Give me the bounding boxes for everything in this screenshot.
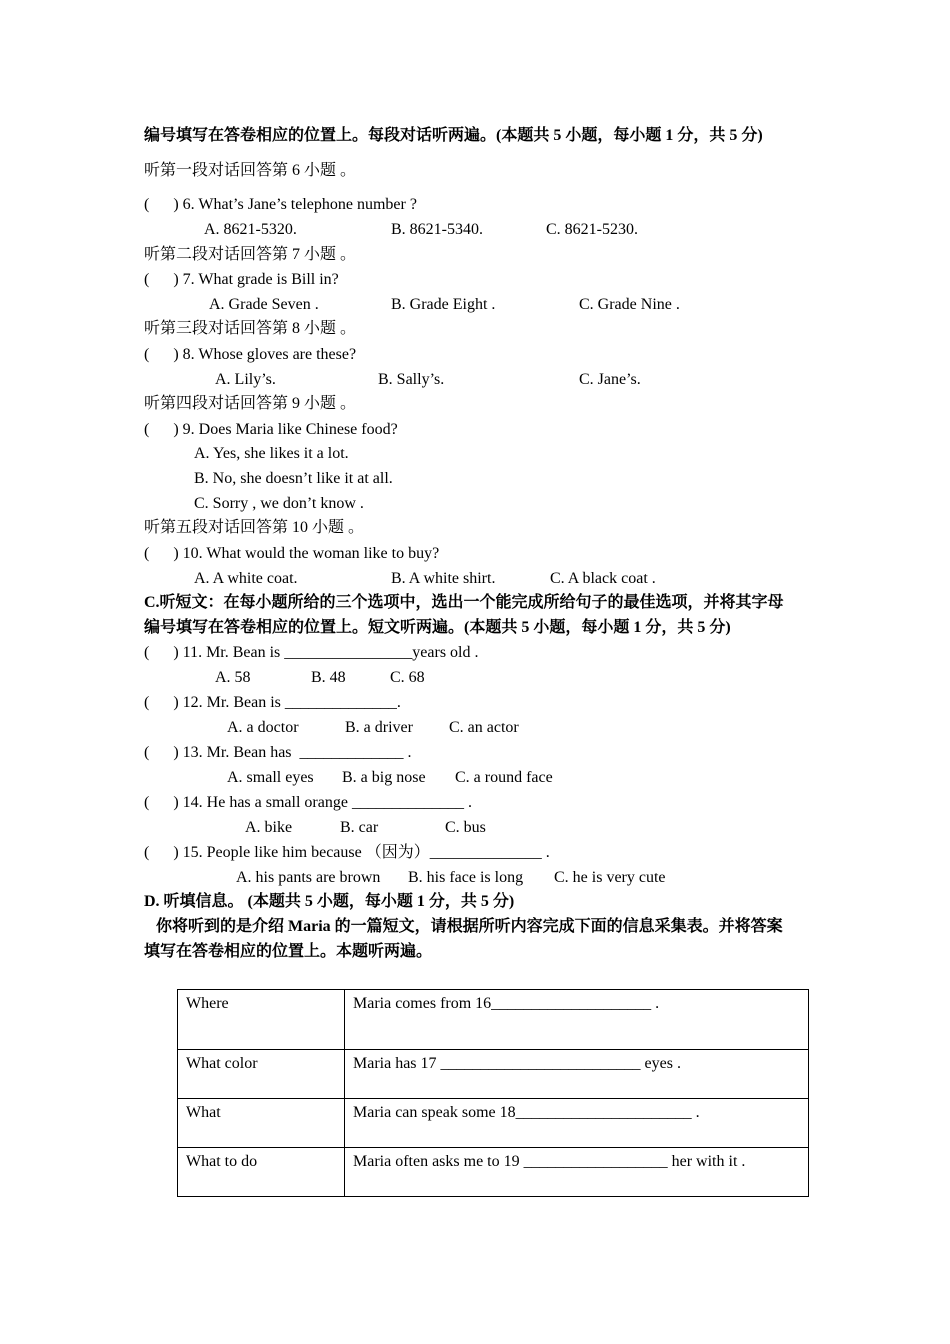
info-table (177, 989, 809, 1197)
question-15: ( ) 15. People like him because （因为）______________ . (144, 844, 550, 861)
dialog-intro: 听第一段对话回答第 6 小题 。 (144, 162, 357, 179)
option-b: B. car (340, 819, 379, 836)
row-content: Maria has 17 _________________________ eyes . (345, 1050, 809, 1099)
question-8: ( ) 8. Whose gloves are these? (144, 346, 357, 363)
dialog-intro: 听第四段对话回答第 9 小题 。 (144, 395, 357, 412)
option-a: A. Grade Seven . (209, 296, 319, 313)
option-c: C. Jane’s. (579, 371, 641, 388)
option-c: C. 68 (390, 669, 425, 686)
section-c-instructions: 编号填写在答卷相应的位置上。短文听两遍。(本题共 5 小题，每小题 1 分，共 5 分) (144, 619, 731, 636)
option-c: C. 8621-5230. (546, 221, 638, 238)
option-a: A. his pants are brown (236, 869, 381, 886)
option-b: B. 8621-5340. (391, 221, 483, 238)
table-row (178, 1050, 809, 1099)
row-content: Maria can speak some 18______________________ . (345, 1099, 809, 1148)
question-14: ( ) 14. He has a small orange ______________ . (144, 794, 472, 811)
question-11: ( ) 11. Mr. Bean is ________________years old . (144, 644, 479, 661)
section-d-instructions: 你将听到的是介绍 Maria 的一篇短文，请根据所听内容完成下面的信息采集表。并将答案 (144, 918, 783, 935)
option-b: B. Grade Eight . (391, 296, 496, 313)
option-a: A. small eyes (227, 769, 314, 786)
option-b: B. Sally’s. (378, 371, 445, 388)
question-13: ( ) 13. Mr. Bean has _____________ . (144, 744, 412, 761)
option-b: B. No, she doesn’t like it at all. (194, 470, 393, 487)
question-6: ( ) 6. What’s Jane’s telephone number ? (144, 196, 417, 213)
dialog-intro: 听第二段对话回答第 7 小题 。 (144, 246, 357, 263)
option-c: C. Sorry , we don’t know . (194, 495, 364, 512)
option-c: C. a round face (455, 769, 553, 786)
option-c: C. Grade Nine . (579, 296, 680, 313)
row-content: Maria often asks me to 19 __________________ her with it . (345, 1148, 809, 1197)
option-b: B. a driver (345, 719, 413, 736)
option-a: A. Yes, she likes it a lot. (194, 445, 349, 462)
dialog-intro: 听第五段对话回答第 10 小题 。 (144, 519, 365, 536)
row-label: What (178, 1099, 345, 1148)
section-d-instructions: 填写在答卷相应的位置上。本题听两遍。 (144, 943, 433, 960)
row-content: Maria comes from 16____________________ . (345, 990, 809, 1050)
question-10: ( ) 10. What would the woman like to buy? (144, 545, 440, 562)
option-b: B. his face is long (408, 869, 524, 886)
section-b-instructions: 编号填写在答卷相应的位置上。每段对话听两遍。(本题共 5 小题，每小题 1 分，共 5 分) (144, 127, 763, 144)
option-a: A. bike (245, 819, 293, 836)
option-a: A. Lily’s. (215, 371, 276, 388)
section-c-instructions: C.听短文：在每小题所给的三个选项中，选出一个能完成所给句子的最佳选项，并将其字母 (144, 594, 784, 611)
row-label: Where (178, 990, 345, 1050)
row-label: What to do (178, 1148, 345, 1197)
option-a: A. A white coat. (194, 570, 298, 587)
option-c: C. A black coat . (550, 570, 656, 587)
option-b: B. A white shirt. (391, 570, 496, 587)
question-7: ( ) 7. What grade is Bill in? (144, 271, 339, 288)
option-c: C. an actor (449, 719, 519, 736)
option-a: A. 58 (215, 669, 251, 686)
table-row (178, 1099, 809, 1148)
option-a: A. 8621-5320. (204, 221, 297, 238)
question-9: ( ) 9. Does Maria like Chinese food? (144, 421, 398, 438)
table-row (178, 1148, 809, 1197)
option-c: C. he is very cute (554, 869, 666, 886)
option-b: B. a big nose (342, 769, 426, 786)
question-12: ( ) 12. Mr. Bean is ______________. (144, 694, 401, 711)
dialog-intro: 听第三段对话回答第 8 小题 。 (144, 320, 357, 337)
option-b: B. 48 (311, 669, 346, 686)
row-label: What color (178, 1050, 345, 1099)
table-row (178, 990, 809, 1050)
section-d-title: D. 听填信息。 (本题共 5 小题，每小题 1 分，共 5 分) (144, 893, 515, 910)
option-c: C. bus (445, 819, 486, 836)
option-a: A. a doctor (227, 719, 299, 736)
